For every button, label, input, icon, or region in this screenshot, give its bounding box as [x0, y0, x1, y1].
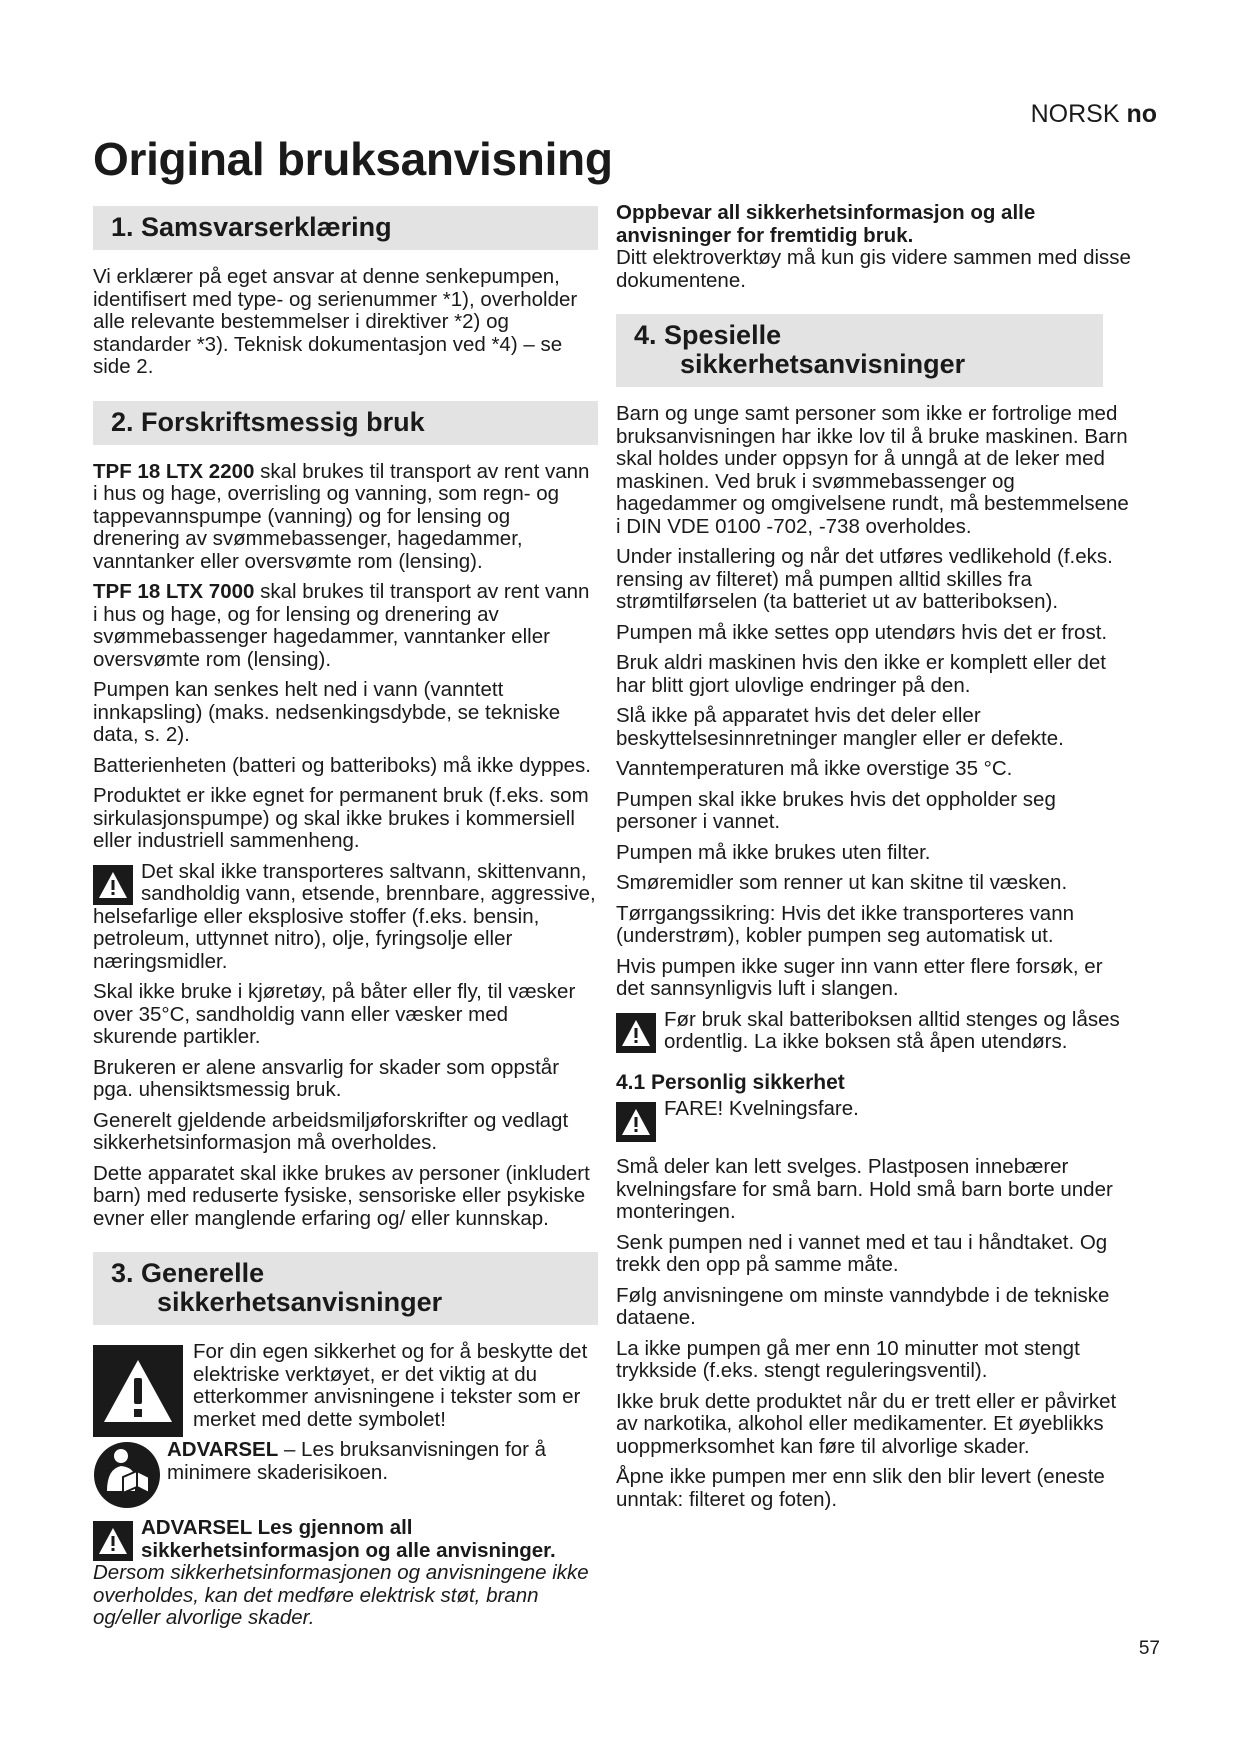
warning-triangle-icon — [93, 1521, 133, 1561]
s4-paragraph: Slå ikke på apparatet hvis det deler eller beskyttelsesinnretninger mangler eller er defekte. — [616, 704, 1064, 750]
s4-paragraph: Bruk aldri maskinen hvis den ikke er komplett eller det har blitt gjort ulovlige endringer på den. — [616, 651, 1106, 697]
warning-triangle-icon — [93, 865, 133, 905]
s4-1-paragraph: Ikke bruk dette produktet når du er trett eller er påvirket av narkotika, alkohol eller medikamenter. Et øyeblikks uoppmerksomhet kan føre til alvorlige skader. — [616, 1389, 1117, 1458]
section-2-heading: 2. Forskriftsmessig bruk — [93, 401, 598, 445]
s4-warning-paragraph: Før bruk skal batteriboksen alltid stenges og låses ordentlig. La ikke boksen stå åpen utendørs. — [616, 1009, 1136, 1054]
warning-triangle-icon — [616, 1102, 656, 1142]
model-1-name: TPF 18 LTX 2200 — [93, 459, 255, 483]
s4-paragraph: Vanntemperaturen må ikke overstige 35 °C. — [616, 757, 1013, 780]
section-3-heading: 3. Generelle sikkerhetsanvisninger — [93, 1252, 598, 1325]
s2-paragraph: Brukeren er alene ansvarlig for skader som oppstår pga. uhensiktsmessig bruk. — [93, 1055, 560, 1101]
s4-1-paragraph: Følg anvisningene om minste vanndybde i de tekniske dataene. — [616, 1283, 1110, 1329]
s3-read-all-warning: ADVARSEL Les gjennom all sikkerhetsinformasjon og alle anvisninger. Dersom sikkerhetsinformasjonen og anvisningene ikke overholdes, kan det medføre elektrisk støt, brann og/eller alvorlige skader. — [93, 1516, 589, 1629]
s4-paragraph: Under installering og når det utføres vedlikehold (f.eks. rensing av filteret) må pumpen alltid skilles fra strømtilførselen (ta batteriet ut av batteriboksen). — [616, 545, 1113, 613]
s3-keep-instructions: Oppbevar all sikkerhetsinformasjon og alle anvisninger for fremtidig bruk. Ditt elektroverktøy må kun gis videre sammen med disse dokumentene. — [616, 201, 1131, 292]
page-number: 57 — [1138, 1638, 1160, 1659]
s2-paragraph: Produktet er ikke egnet for permanent bruk (f.eks. som sirkulasjonspumpe) og skal ikke brukes i kommersiell eller industriell sammenheng. — [93, 784, 589, 852]
subsection-4-1-heading: 4.1 Personlig sikkerhet — [616, 1070, 845, 1094]
s2-paragraph: Skal ikke bruke i kjøretøy, på båter eller fly, til væsker over 35°C, sandholdig vann eller væsker med skurende partikler. — [93, 980, 576, 1048]
s4-1-paragraph: Små deler kan lett svelges. Plastposen innebærer kvelningsfare for små barn. Hold små barn borte under monteringen. — [616, 1155, 1113, 1223]
s2-paragraph: Batterienheten (batteri og batteriboks) må ikke dyppes. — [93, 753, 591, 777]
s2-paragraph: Generelt gjeldende arbeidsmiljøforskrifter og vedlagt sikkerhetsinformasjon må overholdes. — [93, 1108, 569, 1154]
s4-paragraph: Hvis pumpen ikke suger inn vann etter flere forsøk, er det sannsynligvis luft i slangen. — [616, 954, 1103, 1000]
s4-danger-paragraph: FARE! Kvelningsfare. — [616, 1098, 1136, 1121]
s4-1-paragraph: Åpne ikke pumpen mer enn slik den blir levert (eneste unntak: filteret og foten). — [616, 1465, 1105, 1511]
s2-warning-paragraph: Det skal ikke transporteres saltvann, skittenvann, sandholdig vann, etsende, brennbare, aggressive, helsefarlige eller eksplosive stoffer (f.eks. bensin, petroleum, uttynnet nitro), olje, fyringsolje eller næringsmidler. — [93, 859, 596, 973]
s3-read-manual-warning: ADVARSEL – Les bruksanvisningen for å minimere skaderisikoen. — [93, 1439, 598, 1484]
s2-model-1-paragraph: TPF 18 LTX 2200 skal brukes til transport av rent vann i hus og hage, overrisling og vanning, som regn- og tappevannspumpe (vanning) og for lensing og drenering av svømmebassenger, hagedammer, vanntanker eller oversvømte rom (lensing). — [93, 459, 590, 573]
s4-1-paragraph: Senk pumpen ned i vannet med et tau i håndtaket. Og trekk den opp på samme måte. — [616, 1230, 1108, 1276]
read-manual-icon — [93, 1441, 161, 1509]
model-2-name: TPF 18 LTX 7000 — [93, 580, 255, 603]
language-code: no — [1126, 100, 1157, 128]
s3-symbol-paragraph: For din egen sikkerhet og for å beskytte det elektriske verktøyet, er det viktig at du etterkommer anvisningene i tekster som er merket med dette symbolet! — [93, 1341, 598, 1431]
left-column — [93, 206, 598, 1638]
language-label: NORSK no — [1030, 100, 1157, 128]
section-4-heading: 4. Spesielle sikkerhetsanvisninger — [616, 314, 1103, 387]
s1-paragraph: Vi erklærer på eget ansvar at denne senkepumpen, identifisert med type- og serienummer *1), overholder alle relevante bestemmelser i direktiver *2) og standarder *3). Teknisk dokumentasjon ved *4) – se side 2. — [93, 265, 578, 378]
warning-triangle-icon — [616, 1013, 656, 1053]
s4-paragraph: Smøremidler som renner ut kan skitne til væsken. — [616, 871, 1068, 894]
s4-paragraph: Pumpen må ikke brukes uten filter. — [616, 840, 931, 864]
s4-paragraph: Tørrgangssikring: Hvis det ikke transporteres vann (understrøm), kobler pumpen seg automatisk ut. — [616, 901, 1075, 947]
s4-paragraph: Pumpen skal ikke brukes hvis det oppholder seg personer i vannet. — [616, 787, 1056, 833]
s2-paragraph: Pumpen kan senkes helt ned i vann (vanntett innkapsling) (maks. nedsenkingsdybde, se tekniske data, s. 2). — [93, 678, 561, 746]
warning-triangle-icon — [93, 1345, 183, 1437]
section-1-heading: 1. Samsvarserklæring — [93, 206, 598, 250]
right-column — [616, 202, 1136, 1519]
s2-model-2-paragraph: TPF 18 LTX 7000 skal brukes til transport av rent vann i hus og hage, og for lensing og drenering av svømmebassenger hagedammer, vanntanker eller oversvømte rom (lensing). — [93, 580, 590, 671]
s4-1-paragraph: La ikke pumpen gå mer enn 10 minutter mot stengt trykkside (f.eks. stengt reguleringsventil). — [616, 1336, 1080, 1382]
page-title: Original bruksanvisning — [93, 133, 613, 185]
s4-paragraph: Pumpen må ikke settes opp utendørs hvis det er frost. — [616, 620, 1108, 644]
s2-paragraph: Dette apparatet skal ikke brukes av personer (inkludert barn) med reduserte fysiske, sensoriske eller psykiske evner eller manglende erfaring og/ eller kunnskap. — [93, 1161, 590, 1230]
s4-paragraph: Barn og unge samt personer som ikke er fortrolige med bruksanvisningen har ikke lov til å bruke maskinen. Barn skal holdes under oppsyn for å unngå at de leker med maskinen. Ved bruk i svømmebassenger og hagedammer og omgivelsene rundt, må bestemmelsene i DIN VDE 0100 -702, -738 overholdes. — [616, 402, 1129, 538]
